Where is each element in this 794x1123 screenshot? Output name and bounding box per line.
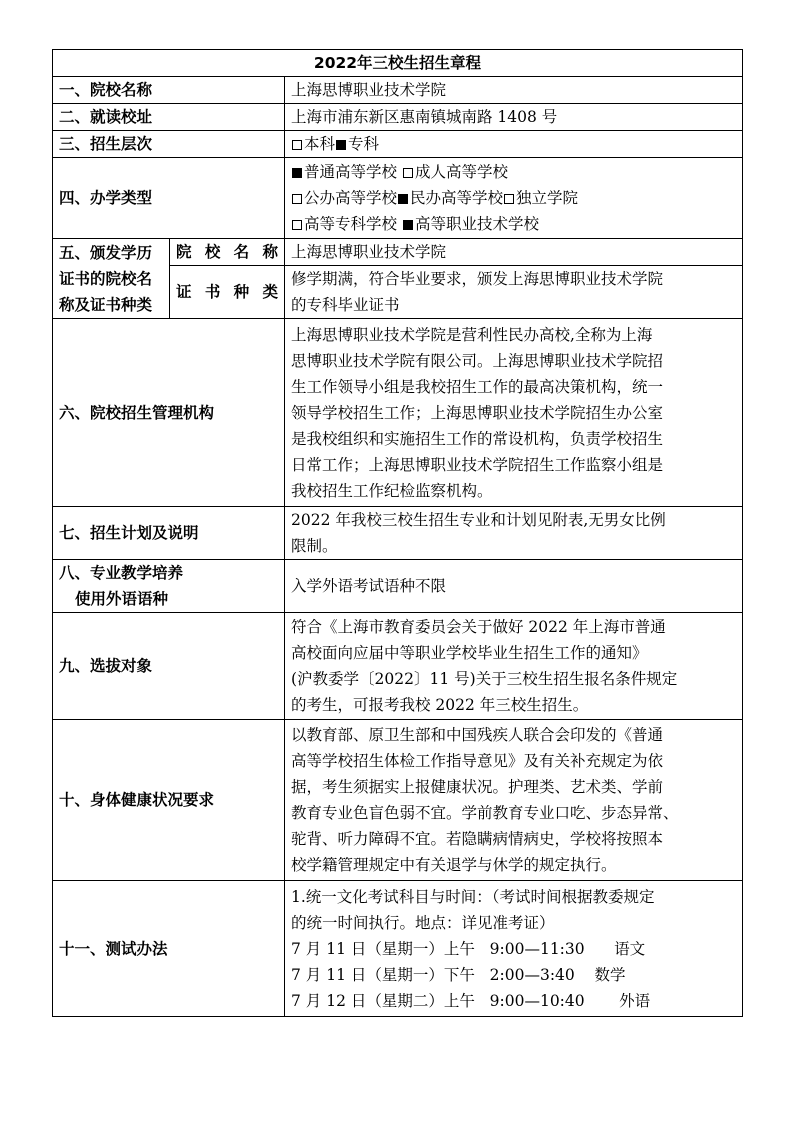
text-line: 我校招生工作纪检监察机构。 — [291, 481, 493, 500]
text-line: 教育专业色盲色弱不宜。学前教育专业口吃、步态异常、 — [291, 804, 679, 822]
type-option: 高等专科学校 — [304, 215, 398, 233]
checkbox-checked-icon — [398, 194, 408, 204]
table-row — [53, 104, 743, 131]
text-line: 的考生，可报考我校 2022 年三校生招生。 — [291, 696, 589, 714]
row-label-foreign-language — [53, 560, 285, 613]
checkbox-checked-icon — [336, 140, 346, 150]
checkbox-checked-icon — [292, 168, 302, 178]
table-row — [53, 239, 743, 266]
sublabel-school-name: 院校名称 — [170, 239, 285, 266]
admission-office-value — [285, 319, 743, 507]
table-title-row — [53, 50, 743, 77]
checkbox-unchecked-icon — [403, 168, 413, 178]
school-name-value: 上海思博职业技术学院 — [285, 77, 743, 104]
text-line: 校学籍管理规定中有关退学与休学的规定执行。 — [291, 856, 617, 874]
type-option: 公办高等学校 — [304, 189, 398, 207]
certificate-type-line: 的专科毕业证书 — [291, 296, 400, 314]
level-option-associate: 专科 — [348, 135, 380, 153]
text-line: (沪教委学〔2022〕11 号)关于三校生招生报名条件规定 — [291, 670, 678, 688]
health-value — [285, 720, 743, 881]
row-label-certificate — [53, 239, 170, 319]
certificate-type-line: 修学期满，符合毕业要求，颁发上海思博职业技术学院 — [291, 270, 664, 288]
type-option: 民办高等学校 — [410, 189, 504, 207]
text-line: 以教育部、原卫生部和中国残疾人联合会印发的《普通 — [291, 726, 664, 744]
testing-value — [285, 881, 743, 1017]
exam-schedule-line: 7 月 11 日（星期一）下午 2:00—3:40 数学 — [291, 965, 626, 984]
text-line: 高等学校招生体检工作指导意见》及有关补充规定为依 — [291, 752, 664, 770]
table-row — [53, 158, 743, 239]
type-option: 独立学院 — [516, 189, 579, 207]
text-line: 限制。 — [291, 537, 338, 555]
row-label-address: 二、就读校址 — [53, 104, 285, 131]
checkbox-unchecked-icon — [504, 194, 514, 204]
text-line: 上海思博职业技术学院是营利性民办高校,全称为上海 — [291, 325, 653, 344]
type-option: 普通高等学校 — [304, 163, 398, 181]
table-row — [53, 507, 743, 560]
text-line: 驼背、听力障碍不宜。若隐瞒病情病史，学校将按照本 — [291, 830, 664, 848]
label-line: 使用外语语种 — [75, 590, 169, 608]
certificate-label-line: 五、颁发学历 — [59, 243, 153, 262]
checkbox-unchecked-icon — [292, 220, 302, 230]
text-line: 的统一时间执行。地点：详见准考证） — [291, 913, 555, 932]
sublabel-certificate-type: 证书种类 — [170, 266, 285, 319]
table-row — [53, 131, 743, 158]
text-line: 领导学校招生工作；上海思博职业技术学院招生办公室 — [291, 403, 664, 422]
type-option: 成人高等学校 — [414, 163, 508, 181]
row-label-enrollment-plan: 七、招生计划及说明 — [53, 507, 285, 560]
text-line: 符合《上海市教育委员会关于做好 2022 年上海市普通 — [291, 618, 666, 636]
text-line: 据，考生须据实上报健康状况。护理类、艺术类、学前 — [291, 778, 664, 796]
table-row — [53, 720, 743, 881]
table-row — [53, 319, 743, 507]
certificate-label-line: 称及证书种类 — [59, 295, 153, 314]
table-row — [53, 613, 743, 720]
row-label-school-name: 一、院校名称 — [53, 77, 285, 104]
checkbox-checked-icon — [403, 220, 413, 230]
level-value — [285, 131, 743, 158]
exam-schedule-line: 7 月 12 日（星期二）上午 9:00—10:40 外语 — [291, 991, 651, 1010]
table-row — [53, 881, 743, 1017]
text-line: 高校面向应届中等职业学校毕业生招生工作的通知》 — [291, 644, 648, 662]
address-value: 上海市浦东新区惠南镇城南路 1408 号 — [285, 104, 743, 131]
level-option-bachelor: 本科 — [304, 135, 336, 153]
foreign-language-value: 入学外语考试语种不限 — [285, 560, 743, 613]
row-label-admission-office: 六、院校招生管理机构 — [53, 319, 285, 507]
checkbox-unchecked-icon — [292, 194, 302, 204]
row-label-health: 十、身体健康状况要求 — [53, 720, 285, 881]
row-label-eligibility: 九、选拔对象 — [53, 613, 285, 720]
issuing-school-value: 上海思博职业技术学院 — [285, 239, 743, 266]
text-line: 2022 年我校三校生招生专业和计划见附表,无男女比例 — [291, 511, 666, 529]
text-line: 生工作领导小组是我校招生工作的最高决策机构，统一 — [291, 377, 664, 396]
checkbox-unchecked-icon — [292, 140, 302, 150]
type-option: 高等职业技术学校 — [414, 215, 539, 233]
text-line: 1.统一文化考试科目与时间：（考试时间根据教委规定 — [291, 887, 655, 906]
eligibility-value — [285, 613, 743, 720]
row-label-testing: 十一、测试办法 — [53, 881, 285, 1017]
certificate-type-value — [285, 266, 743, 319]
school-type-value — [285, 158, 743, 239]
exam-schedule-line: 7 月 11 日（星期一）上午 9:00—11:30 语文 — [291, 939, 646, 958]
label-line: 八、专业教学培养 — [59, 564, 184, 582]
table-row — [53, 560, 743, 613]
certificate-label-line: 证书的院校名 — [59, 269, 153, 288]
enrollment-plan-value — [285, 507, 743, 560]
table-row — [53, 77, 743, 104]
text-line: 日常工作；上海思博职业技术学院招生工作监察小组是 — [291, 455, 664, 474]
document-title: 2022年三校生招生章程 — [53, 50, 743, 77]
row-label-level: 三、招生层次 — [53, 131, 285, 158]
row-label-school-type: 四、办学类型 — [53, 158, 285, 239]
text-line: 是我校组织和实施招生工作的常设机构，负责学校招生 — [291, 429, 664, 448]
text-line: 思博职业技术学院有限公司。上海思博职业技术学院招 — [291, 351, 664, 370]
admission-charter-table — [52, 49, 743, 1017]
